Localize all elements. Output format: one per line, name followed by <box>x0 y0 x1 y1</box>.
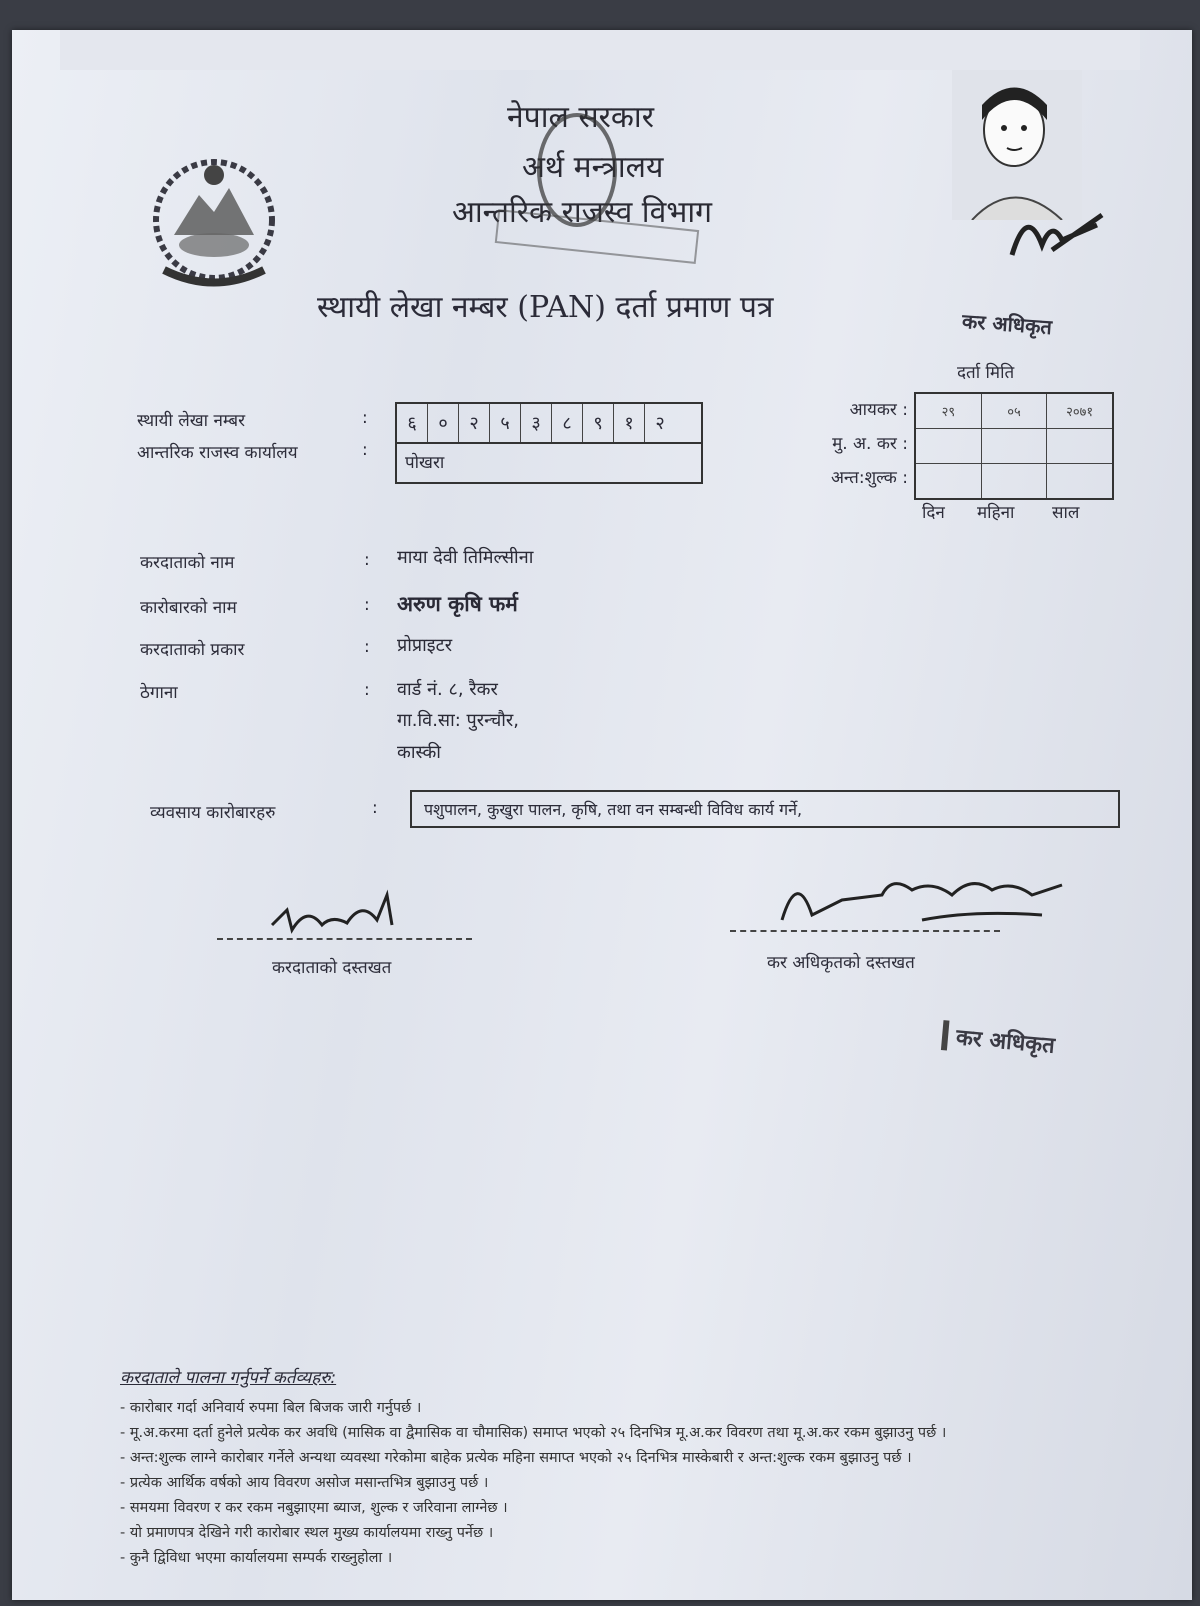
paper-under-sheet <box>60 30 1140 70</box>
certificate-title: स्थायी लेखा नम्बर (PAN) दर्ता प्रमाण पत्र <box>317 290 774 325</box>
office-label: आन्तरिक राजस्व कार्यालय <box>137 443 298 463</box>
date-day <box>916 429 982 463</box>
duty-item: - कारोबार गर्दा अनिवार्य रुपमा बिल बिजक जारी गर्नुपर्छ । <box>120 1400 422 1416</box>
business-name-value: अरुण कृषि फर्म <box>397 592 518 616</box>
date-col-month: महिना <box>977 503 1015 523</box>
activities-label: व्यवसाय कारोबारहरु <box>150 803 276 823</box>
colon: : <box>364 680 370 700</box>
taxpayer-name-value: माया देवी तिमिल्सीना <box>397 547 534 568</box>
date-year <box>1047 429 1112 463</box>
address-line3: कास्की <box>397 742 441 763</box>
colon: : <box>372 798 378 818</box>
pan-digit: ६ <box>397 404 428 442</box>
colon: : <box>362 440 368 460</box>
pan-digit: ८ <box>552 404 583 442</box>
date-col-day: दिन <box>922 503 945 523</box>
date-day <box>916 464 982 498</box>
taxpayer-name-label: करदाताको नाम <box>140 553 235 573</box>
pan-digit: ५ <box>490 404 521 442</box>
pan-digit: १ <box>614 404 645 442</box>
pan-digit: ९ <box>583 404 614 442</box>
colon: : <box>364 595 370 615</box>
activities-value: पशुपालन, कुखुरा पालन, कृषि, तथा वन सम्बन्धी विविध कार्य गर्ने, <box>410 790 1120 828</box>
date-row-excise <box>916 464 1112 498</box>
officer-stamp-bottom: कर अधिकृत <box>941 1020 1056 1060</box>
officer-stamp-top: कर अधिकृत <box>961 308 1053 340</box>
date-heading: दर्ता मिति <box>957 363 1015 383</box>
date-row-label-vat: मु. अ. कर : <box>832 434 908 454</box>
date-day: २९ <box>916 394 982 428</box>
address-line2: गा.वि.सा: पुरन्चौर, <box>397 710 520 731</box>
pan-digit: ० <box>428 404 459 442</box>
officer-signature <box>772 860 1072 940</box>
pan-digit: २ <box>459 404 490 442</box>
date-row-income <box>916 394 1112 429</box>
pan-digit-row <box>397 404 701 444</box>
header-department: आन्तरिक राजस्व विभाग <box>452 195 713 230</box>
colon: : <box>364 550 370 570</box>
address-label: ठेगाना <box>140 683 178 703</box>
pan-certificate <box>12 30 1192 1600</box>
taxpayer-signature-line <box>217 938 472 940</box>
officer-signature-line <box>730 930 1000 932</box>
date-row-vat <box>916 429 1112 464</box>
taxpayer-signature-caption: करदाताको दस्तखत <box>272 958 392 978</box>
date-row-label-income: आयकर : <box>849 400 908 420</box>
colon: : <box>364 637 370 657</box>
pan-number-box <box>395 402 703 484</box>
pan-label: स्थायी लेखा नम्बर <box>137 411 246 431</box>
date-month <box>982 464 1048 498</box>
duty-item: - प्रत्येक आर्थिक वर्षको आय विवरण असोज मसान्तभित्र बुझाउनु पर्छ । <box>120 1475 489 1491</box>
taxpayer-type-value: प्रोप्राइटर <box>397 635 453 656</box>
nepal-emblem-icon <box>144 150 284 295</box>
date-month <box>982 429 1048 463</box>
date-year <box>1047 464 1112 498</box>
address-line1: वार्ड नं. ८, रैकर <box>397 679 498 700</box>
header-ministry: अर्थ मन्त्रालय <box>522 150 664 185</box>
pan-digit: २ <box>655 413 665 434</box>
duty-item: - यो प्रमाणपत्र देखिने गरी कारोबार स्थल मुख्य कार्यालयमा राख्नु पर्नेछ । <box>120 1525 494 1541</box>
date-col-year: साल <box>1052 503 1080 523</box>
pan-digit: ३ <box>521 404 552 442</box>
taxpayer-signature <box>267 885 417 945</box>
duty-item: - कुनै द्विविधा भएमा कार्यालयमा सम्पर्क राख्नुहोला । <box>120 1550 393 1566</box>
taxpayer-photo <box>952 70 1082 220</box>
duty-item: - अन्त:शुल्क लाग्ने कारोबार गर्नेले अन्यथा व्यवस्था गरेकोमा बाहेक प्रत्येक महिना समाप्त भएको २५ दिनभित्र मास्केबारी र अन्त:शुल्क रकम बुझाउनु पर्छ । <box>120 1450 912 1466</box>
photo-signature <box>1002 200 1112 270</box>
date-row-label-excise: अन्त:शुल्क : <box>830 468 908 488</box>
office-value: पोखरा <box>405 453 445 473</box>
department-seal-icon <box>482 90 702 265</box>
duties-title: करदाताले पालना गर्नुपर्ने कर्तव्यहरु: <box>120 1368 337 1388</box>
registration-date-grid <box>914 392 1114 500</box>
taxpayer-duties <box>120 1365 1160 1571</box>
officer-signature-caption: कर अधिकृतको दस्तखत <box>767 953 915 973</box>
header-government: नेपाल सरकार <box>507 100 654 135</box>
duty-item: - समयमा विवरण र कर रकम नबुझाएमा ब्याज, शुल्क र जरिवाना लाग्नेछ । <box>120 1500 508 1516</box>
duty-item: - मू.अ.करमा दर्ता हुनेले प्रत्येक कर अवधि (मासिक वा द्वैमासिक वा चौमासिक) समाप्त भएको २५ दिनभित्र मू.अ.कर विवरण तथा मू.अ.कर रकम बुझाउनु पर्छ । <box>120 1425 947 1441</box>
colon: : <box>362 408 368 428</box>
date-year: २०७१ <box>1066 405 1094 420</box>
business-name-label: कारोबारको नाम <box>140 598 237 618</box>
taxpayer-type-label: करदाताको प्रकार <box>140 640 245 660</box>
date-month: ०५ <box>982 394 1048 428</box>
